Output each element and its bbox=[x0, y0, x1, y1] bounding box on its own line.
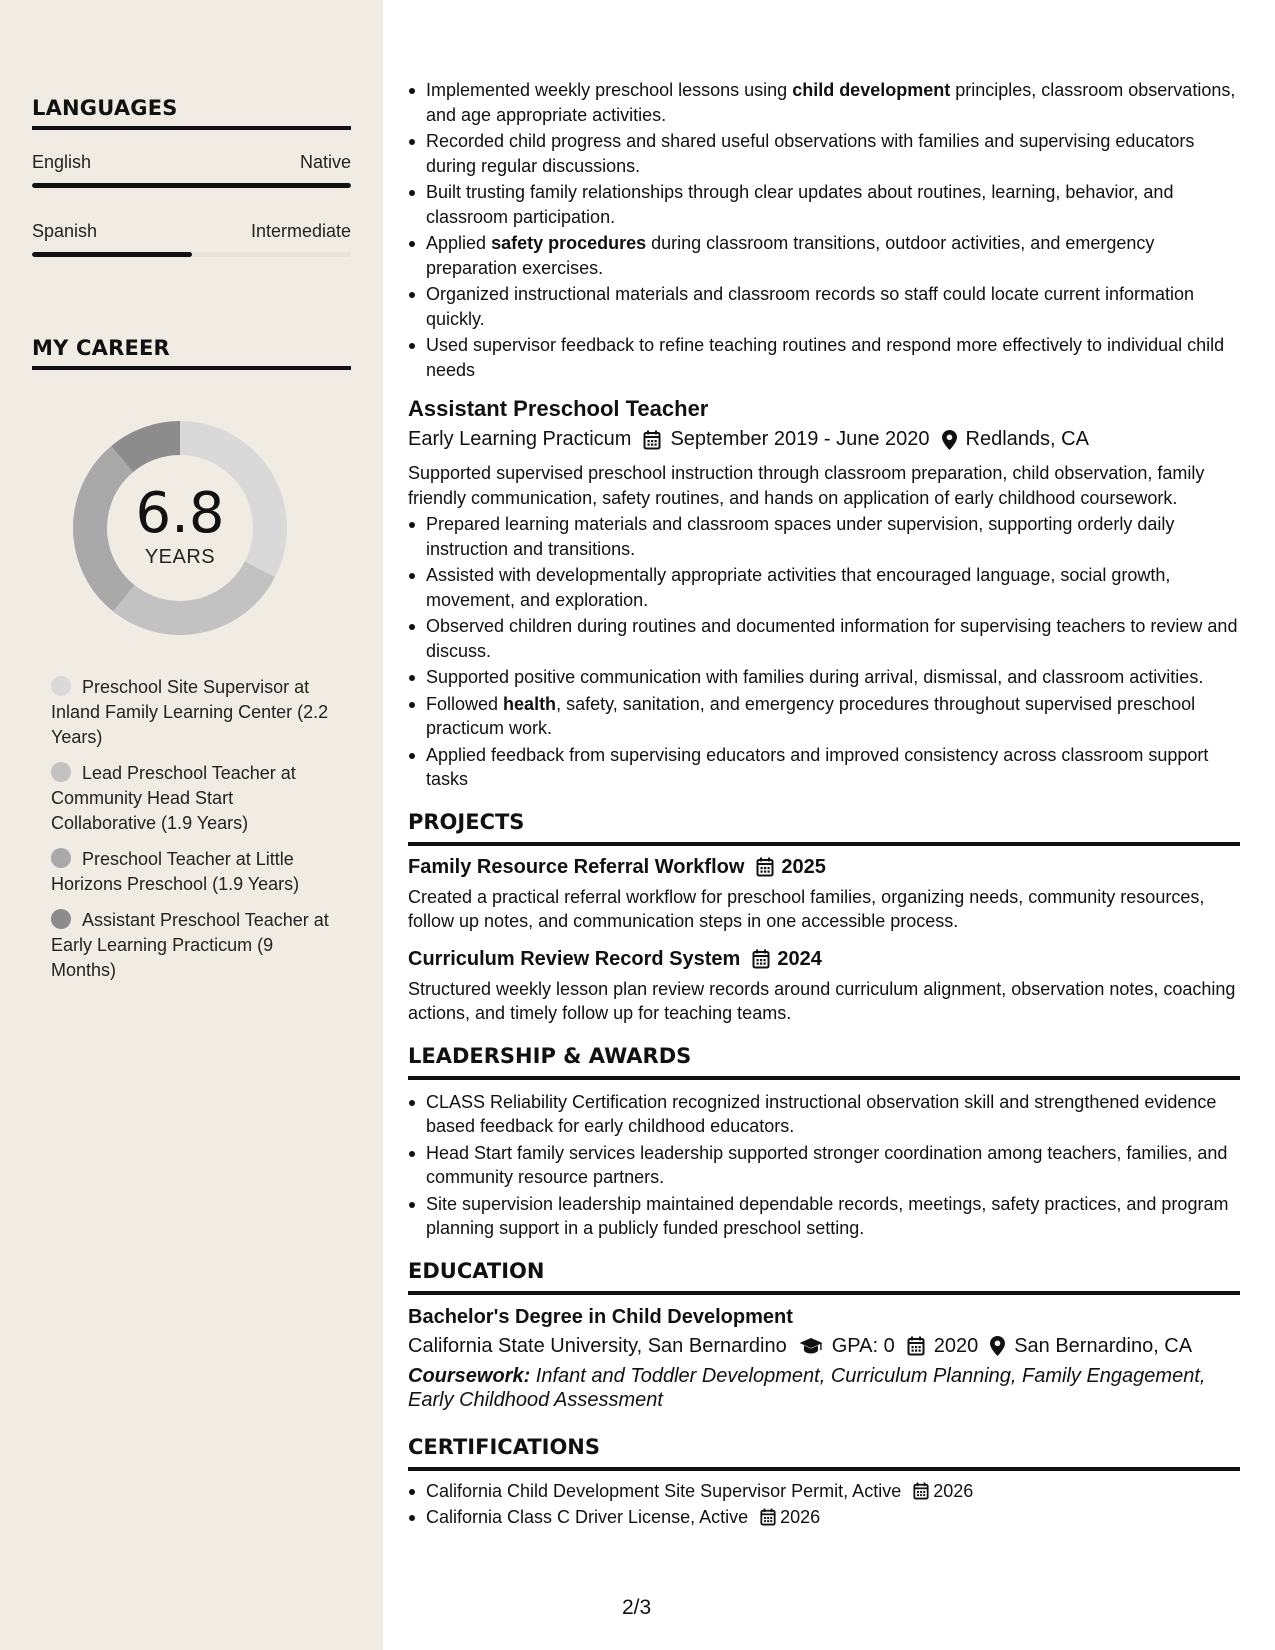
certifications-heading: CERTIFICATIONS bbox=[408, 1434, 601, 1459]
calendar-icon bbox=[913, 1482, 929, 1500]
job-bullets bbox=[408, 512, 1240, 792]
coursework-label: Coursework: bbox=[408, 1364, 531, 1387]
project-description: Created a practical referral workflow for preschool families, organizing needs, community resources, follow up notes, and communication steps in one accessible process. bbox=[408, 886, 1205, 931]
career-donut-chart bbox=[67, 415, 293, 641]
project-title: Curriculum Review Record System 2024 bbox=[408, 947, 822, 970]
languages-heading: LANGUAGES bbox=[32, 96, 178, 120]
graduation-year: 2020 bbox=[933, 1334, 979, 1357]
sidebar bbox=[0, 0, 383, 1650]
legend-label: Lead Preschool Teacher at Community Head Start Collaborative (1.9 Years) bbox=[51, 763, 296, 833]
legend-label: Assistant Preschool Teacher at Early Learning Practicum (9 Months) bbox=[51, 910, 329, 980]
page-number: 2/3 bbox=[622, 1596, 652, 1619]
education-rule bbox=[408, 1291, 1240, 1295]
language-proficiency-bar bbox=[32, 183, 351, 188]
gpa: GPA: 0 bbox=[831, 1334, 895, 1357]
education-meta bbox=[408, 1335, 1240, 1358]
school-location: San Bernardino, CA bbox=[1014, 1334, 1193, 1357]
education-heading: EDUCATION bbox=[408, 1258, 545, 1283]
certification-year: 2026 bbox=[780, 1507, 821, 1527]
career-heading: MY CAREER bbox=[32, 336, 170, 360]
job-dates: September 2019 - June 2020 bbox=[670, 428, 930, 450]
certification-item: California Class C Driver License, Active 2026 bbox=[408, 1505, 1240, 1530]
location-pin-icon bbox=[942, 430, 957, 450]
graduation-cap-icon bbox=[799, 1337, 823, 1355]
legend-dot bbox=[51, 762, 71, 782]
language-proficiency-bar bbox=[32, 252, 351, 257]
bullet-item: Applied safety procedures during classroom transitions, outdoor activities, and emergency preparation exercises. bbox=[408, 231, 1240, 280]
calendar-icon bbox=[756, 857, 774, 877]
bullet-item: Followed health, safety, sanitation, and emergency procedures throughout supervised preschool practicum work. bbox=[408, 692, 1240, 741]
career-donut-segment bbox=[73, 446, 134, 612]
bullet-item: Supported positive communication with families during arrival, dismissal, and classroom activities. bbox=[408, 665, 1240, 690]
legend-label: Preschool Site Supervisor at Inland Family Learning Center (2.2 Years) bbox=[51, 677, 329, 747]
career-legend-item bbox=[51, 847, 341, 897]
projects-rule bbox=[408, 842, 1240, 846]
main-content bbox=[408, 78, 1240, 1532]
language-level: Native bbox=[299, 152, 351, 172]
language-name: English bbox=[32, 152, 92, 172]
certifications-rule bbox=[408, 1467, 1240, 1471]
degree-title: Bachelor's Degree in Child Development bbox=[408, 1305, 793, 1328]
calendar-icon bbox=[760, 1508, 776, 1526]
school-name: California State University, San Bernardino bbox=[408, 1334, 787, 1357]
career-donut-segment bbox=[113, 562, 275, 635]
certification-year: 2026 bbox=[933, 1480, 974, 1501]
project-year: 2024 bbox=[777, 947, 822, 970]
career-donut-segment bbox=[180, 421, 287, 577]
career-total-unit: YEARS bbox=[144, 545, 216, 568]
bullet-item: Head Start family services leadership supported stronger coordination among teachers, families, and community resource partners. bbox=[408, 1141, 1240, 1190]
bullet-item: Organized instructional materials and classroom records so staff could locate current information quickly. bbox=[408, 282, 1240, 331]
language-name: Spanish bbox=[32, 221, 98, 241]
certification-item: California Child Development Site Supervisor Permit, Active 2026 bbox=[408, 1479, 1240, 1504]
job-title: Assistant Preschool Teacher bbox=[408, 396, 709, 421]
bullet-item: Observed children during routines and documented information for supervising teachers to review and discuss. bbox=[408, 614, 1240, 663]
career-rule bbox=[32, 366, 351, 370]
bullet-item: Used supervisor feedback to refine teaching routines and respond more effectively to individual child needs bbox=[408, 333, 1240, 382]
bullet-item: Implemented weekly preschool lessons using child development principles, classroom observations, and age appropriate activities. bbox=[408, 78, 1240, 127]
calendar-icon bbox=[907, 1336, 925, 1356]
language-spanish bbox=[32, 221, 351, 242]
career-legend bbox=[51, 675, 341, 994]
bullet-item: Applied feedback from supervising educators and improved consistency across classroom support tasks bbox=[408, 743, 1240, 792]
project-title: Family Resource Referral Workflow 2025 bbox=[408, 855, 826, 878]
leadership-bullets bbox=[408, 1090, 1240, 1241]
coursework-list: Infant and Toddler Development, Curriculum Planning, Family Engagement, Early Childhood Assessment bbox=[408, 1364, 1206, 1411]
bullet-item: Site supervision leadership maintained dependable records, meetings, safety practices, and program planning support in a publicly funded preschool setting. bbox=[408, 1192, 1240, 1241]
leadership-rule bbox=[408, 1076, 1240, 1080]
language-proficiency-fill bbox=[32, 183, 351, 188]
job-company: Early Learning Practicum bbox=[408, 428, 632, 450]
projects-heading: PROJECTS bbox=[408, 809, 525, 834]
language-proficiency-fill bbox=[32, 252, 192, 257]
job-location: Redlands, CA bbox=[965, 428, 1089, 450]
languages-rule bbox=[32, 126, 351, 130]
bullet-item: Recorded child progress and shared useful observations with families and supervising educators during regular discussions. bbox=[408, 129, 1240, 178]
bullet-item: Assisted with developmentally appropriate activities that encouraged language, social growth, movement, and exploration. bbox=[408, 563, 1240, 612]
job-meta bbox=[408, 428, 1240, 451]
experience-bullets bbox=[408, 78, 1240, 382]
legend-dot bbox=[51, 676, 71, 696]
career-legend-item bbox=[51, 761, 341, 836]
certifications-list bbox=[408, 1479, 1240, 1530]
bullet-item: Built trusting family relationships through clear updates about routines, learning, behavior, and classroom participation. bbox=[408, 180, 1240, 229]
coursework bbox=[408, 1364, 1240, 1413]
leadership-heading: LEADERSHIP & AWARDS bbox=[408, 1043, 692, 1068]
language-level: Intermediate bbox=[250, 221, 351, 241]
bullet-item: Prepared learning materials and classroom spaces under supervision, supporting orderly daily instruction and transitions. bbox=[408, 512, 1240, 561]
project-description: Structured weekly lesson plan review records around curriculum alignment, observation notes, coaching actions, and timely follow up for teaching teams. bbox=[408, 978, 1236, 1023]
location-pin-icon bbox=[990, 1336, 1005, 1356]
career-legend-item bbox=[51, 908, 341, 983]
legend-dot bbox=[51, 848, 71, 868]
legend-label: Preschool Teacher at Little Horizons Preschool (1.9 Years) bbox=[51, 849, 300, 894]
career-legend-item bbox=[51, 675, 341, 750]
bullet-item: CLASS Reliability Certification recognized instructional observation skill and strengthened evidence based feedback for early childhood educators. bbox=[408, 1090, 1240, 1139]
legend-dot bbox=[51, 909, 71, 929]
project-year: 2025 bbox=[781, 855, 826, 878]
career-total-years: 6.8 bbox=[135, 480, 225, 546]
language-english bbox=[32, 152, 351, 173]
calendar-icon bbox=[752, 949, 770, 969]
calendar-icon bbox=[643, 430, 661, 450]
job-description: Supported supervised preschool instruction through classroom preparation, child observation, family friendly communication, safety routines, and hands on application of early childhood coursework. bbox=[408, 463, 1205, 508]
